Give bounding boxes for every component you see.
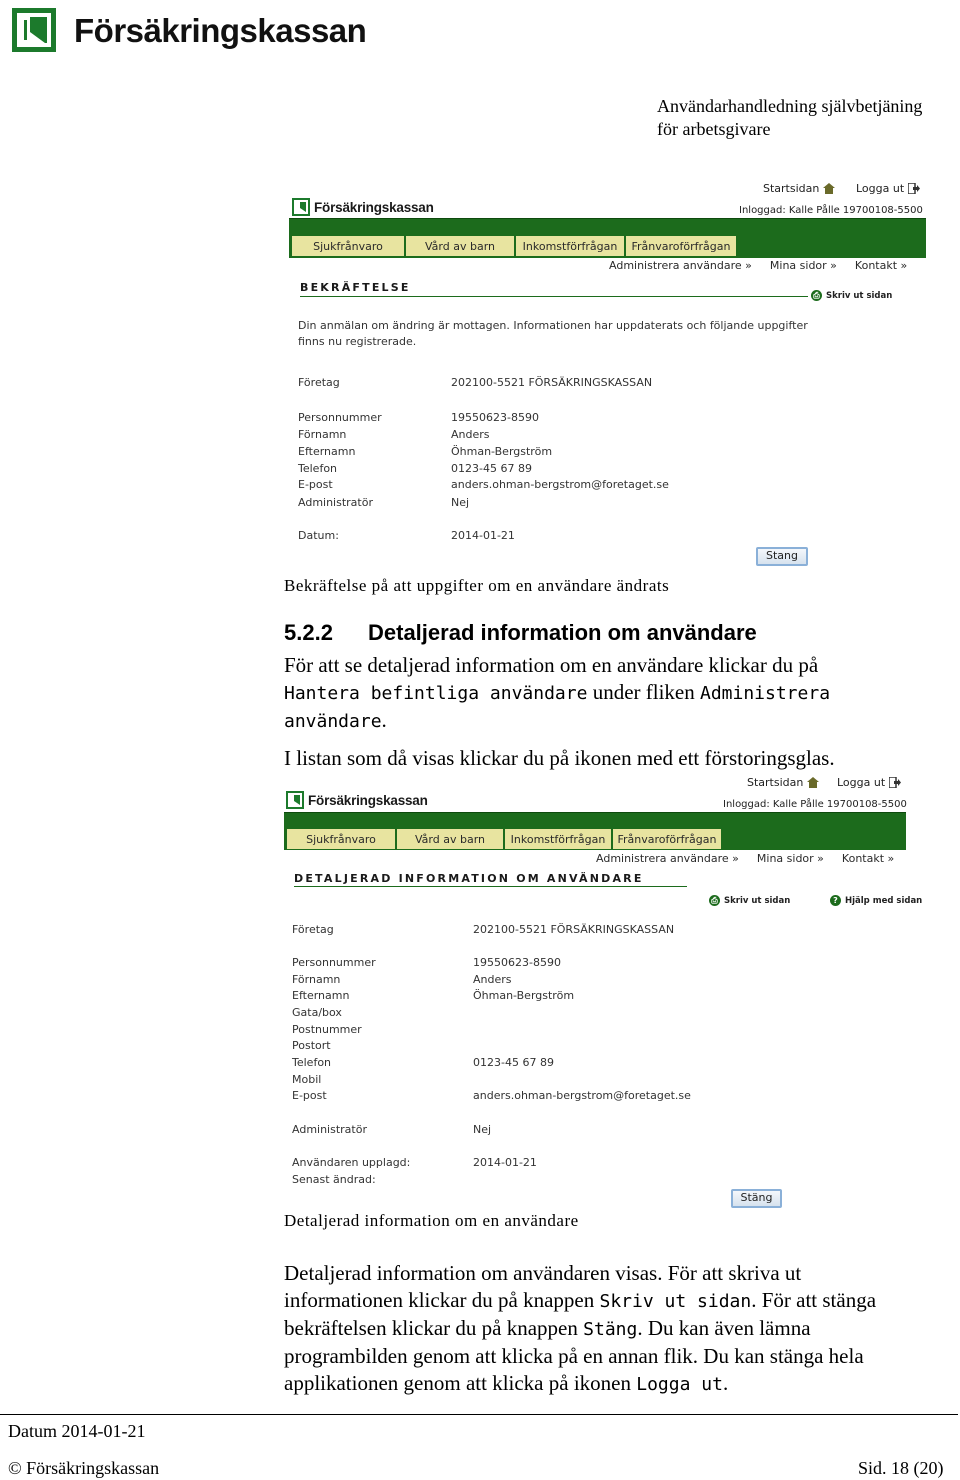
code-hantera-befintliga: Hantera befintliga användare <box>284 683 588 704</box>
footer-page-number: Sid. 18 (20) <box>858 1458 944 1478</box>
print-page-link[interactable]: ⎙ Skriv ut sidan <box>811 290 892 301</box>
magnifier-instruction: I listan som då visas klickar du på ikonen med ett förstoringsglas. <box>284 746 835 770</box>
close-button[interactable]: Stang <box>756 547 808 566</box>
home-icon <box>823 183 835 194</box>
field-label: E-post <box>298 478 333 491</box>
field-label: Telefon <box>298 462 338 475</box>
field-label: Administratör <box>298 496 373 509</box>
field-value: 0123-45 67 89 <box>473 1056 554 1069</box>
document-brand: Försäkringskassan <box>74 12 367 49</box>
logged-in-info: Inloggad: Kalle Pålle 19700108-5500 <box>739 205 923 216</box>
print-icon: ⎙ <box>709 895 720 906</box>
footer-divider <box>0 1414 958 1415</box>
tab-vard-av-barn[interactable]: Vård av barn <box>406 236 516 256</box>
tab-inkomstforfragan[interactable]: Inkomstförfrågan <box>505 829 613 849</box>
screenshot-confirmation <box>286 178 931 570</box>
logout-icon <box>889 777 901 788</box>
tab-franvaroforfragan[interactable]: Frånvaroförfrågan <box>613 829 723 849</box>
section-heading: 5.2.2 Detaljerad information om användare <box>284 620 757 645</box>
field-value: 0123-45 67 89 <box>451 462 532 475</box>
help-page-link[interactable]: ? Hjälp med sidan <box>830 895 922 906</box>
code-administrera: Administrera <box>699 683 831 704</box>
home-link[interactable]: Startsidan <box>747 776 819 789</box>
field-value: 19550623-8590 <box>451 411 539 424</box>
mini-logo-icon <box>292 198 310 216</box>
instruction-paragraph: För att se detaljerad information om en användare klickar du på Hantera befintliga användare under fliken Administrera användare. <box>284 653 831 732</box>
field-label: Postnummer <box>292 1023 362 1036</box>
print-page-link[interactable]: ⎙ Skriv ut sidan <box>709 895 790 906</box>
mini-brand: Försäkringskassan <box>308 793 428 808</box>
help-icon: ? <box>830 895 841 906</box>
field-value: anders.ohman-bergstrom@foretaget.se <box>473 1089 691 1102</box>
logout-icon <box>908 183 920 194</box>
tab-sjukfranvaro[interactable]: Sjukfrånvaro <box>287 829 397 849</box>
field-label: Användaren upplagd: <box>292 1156 411 1169</box>
field-value: anders.ohman-bergstrom@foretaget.se <box>451 478 669 491</box>
field-value: Anders <box>473 973 512 986</box>
field-value: Öhman-Bergström <box>451 445 553 458</box>
section-divider <box>300 296 808 297</box>
field-label: Administratör <box>292 1123 367 1136</box>
caption-user-details: Detaljerad information om en användare <box>284 1211 579 1230</box>
nav-mina-sidor[interactable]: Mina sidor » <box>756 852 824 865</box>
footer-copyright: © Försäkringskassan <box>8 1458 160 1478</box>
home-link[interactable]: Startsidan <box>763 182 835 195</box>
nav-administrera-anvandare[interactable]: Administrera användare » <box>609 259 752 272</box>
section-title: DETALJERAD INFORMATION OM ANVÄNDARE <box>294 872 644 885</box>
field-label: Telefon <box>292 1056 332 1069</box>
tab-franvaroforfragan[interactable]: Frånvaroförfrågan <box>626 236 738 256</box>
section-divider <box>294 886 687 887</box>
field-value: Nej <box>451 496 470 509</box>
nav-mina-sidor[interactable]: Mina sidor » <box>769 259 837 272</box>
field-label: Datum: <box>298 529 339 542</box>
code-logga-ut: Logga ut <box>636 1374 723 1395</box>
field-label: Postort <box>292 1039 331 1052</box>
logged-in-info: Inloggad: Kalle Pålle 19700108-5500 <box>723 799 907 810</box>
section-title: BEKRÄFTELSE <box>300 281 411 294</box>
sub-navigation <box>596 852 894 865</box>
field-label: Senast ändrad: <box>292 1173 376 1186</box>
field-label: Personnummer <box>292 956 376 969</box>
field-value: Anders <box>451 428 490 441</box>
code-stang: Stäng <box>583 1319 638 1340</box>
field-value: Nej <box>473 1123 492 1136</box>
field-label: E-post <box>292 1089 327 1102</box>
field-value: 202100-5521 FÖRSÄKRINGSKASSAN <box>451 376 653 389</box>
tab-sjukfranvaro[interactable]: Sjukfrånvaro <box>292 236 406 256</box>
field-label: Företag <box>292 923 334 936</box>
field-label: Personnummer <box>298 411 382 424</box>
home-icon <box>807 777 819 788</box>
field-label: Gata/box <box>292 1006 342 1019</box>
field-label: Mobil <box>292 1073 322 1086</box>
field-value: 19550623-8590 <box>473 956 561 969</box>
field-value: Öhman-Bergström <box>473 989 575 1002</box>
field-label: Företag <box>298 376 340 389</box>
field-value: 2014-01-21 <box>451 529 515 542</box>
details-paragraph: Detaljerad information om användaren visas. För att skriva ut informationen klickar du på knappen Skriv ut sidan. För att stänga bekräftelsen klickar du på knappen Stäng. Du kan även lämna programbilden genom att klicka på en annan flik. Du kan stänga hela applikationen genom att klicka på ikonen Logga ut. <box>284 1261 877 1395</box>
field-label: Efternamn <box>292 989 350 1002</box>
caption-confirmation: Bekräftelse på att uppgifter om en användare ändrats <box>284 576 670 595</box>
field-label: Efternamn <box>298 445 356 458</box>
footer-date: Datum 2014-01-21 <box>8 1421 146 1441</box>
tab-vard-av-barn[interactable]: Vård av barn <box>397 829 505 849</box>
tab-inkomstforfragan[interactable]: Inkomstförfrågan <box>516 236 626 256</box>
code-skriv-ut-sidan: Skriv ut sidan <box>599 1291 752 1312</box>
field-label: Förnamn <box>292 973 341 986</box>
confirmation-message: Din anmälan om ändring är mottagen. Informationen har uppdaterats och följande uppgifter finns nu registrerade. <box>298 319 808 348</box>
code-anvandare: användare <box>284 711 382 732</box>
screenshot-user-details <box>281 772 931 1212</box>
nav-administrera-anvandare[interactable]: Administrera användare » <box>596 852 739 865</box>
logout-link[interactable]: Logga ut <box>856 182 920 195</box>
sub-navigation <box>609 259 907 272</box>
forsakringskassan-logo-icon <box>12 8 56 52</box>
logout-link[interactable]: Logga ut <box>837 776 901 789</box>
field-label: Förnamn <box>298 428 347 441</box>
nav-kontakt[interactable]: Kontakt » <box>854 259 908 272</box>
nav-kontakt[interactable]: Kontakt » <box>841 852 895 865</box>
field-value: 2014-01-21 <box>473 1156 537 1169</box>
field-value: 202100-5521 FÖRSÄKRINGSKASSAN <box>473 923 675 936</box>
print-icon: ⎙ <box>811 290 822 301</box>
mini-logo-icon <box>286 791 304 809</box>
document-subtitle: Användarhandledning självbetjäning för arbetsgivare <box>657 96 923 139</box>
close-button[interactable]: Stäng <box>731 1189 782 1208</box>
mini-brand: Försäkringskassan <box>314 200 434 215</box>
